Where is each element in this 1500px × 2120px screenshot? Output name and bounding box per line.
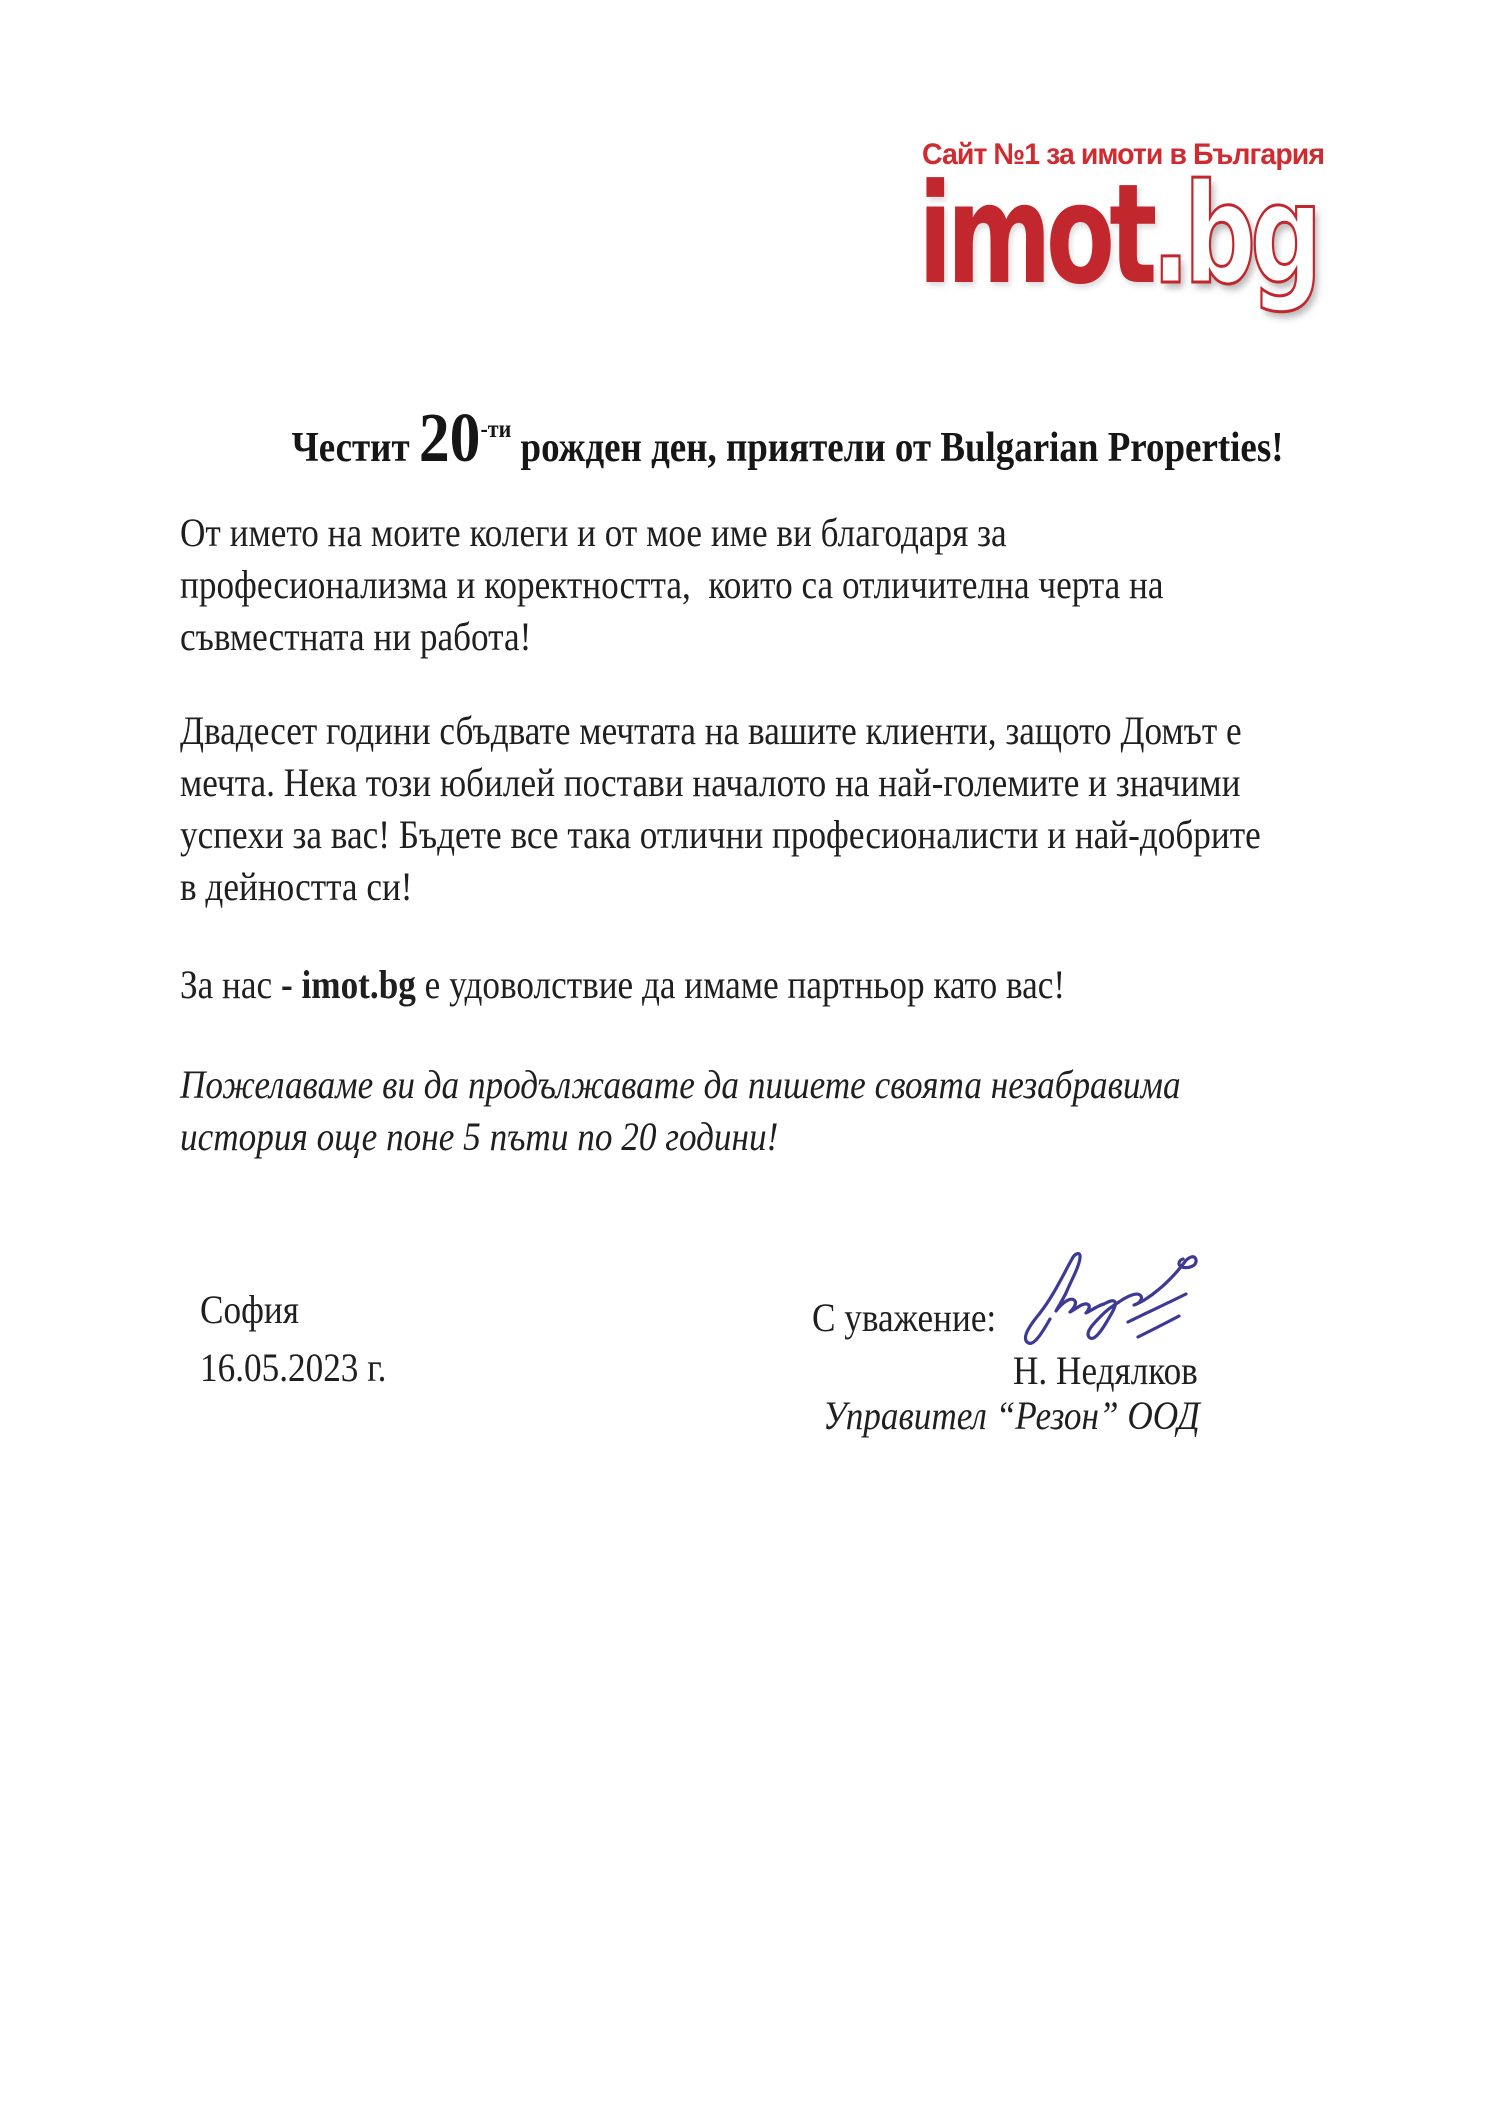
letter-body [180, 507, 1350, 1163]
footer-date: 16.05.2023 г. [200, 1345, 387, 1390]
paragraph-partner [180, 959, 1350, 1011]
paragraph-line: Двадесет години сбъдвате мечтата на вашите клиенти, защото Домът е [180, 708, 1242, 753]
footer-city: София [200, 1287, 299, 1332]
signer-role: Управител “Резон” ООД [823, 1393, 1200, 1438]
signature-scrawl [1020, 1246, 1200, 1358]
paragraph-line: в дейността си! [180, 864, 413, 909]
partner-text-start: За нас [180, 962, 281, 1007]
paragraph-wish-italic [180, 1059, 1350, 1163]
paragraph-line: успехи за вас! Бъдете все така отлични професионалисти и най-добрите [180, 812, 1261, 857]
paragraph-line: история още поне 5 пъти по 20 години! [180, 1114, 779, 1159]
title-superscript: -ти [480, 416, 512, 443]
paragraph-line: съвместната ни работа! [180, 614, 532, 659]
footer-salutation: С уважение: [812, 1295, 997, 1340]
partner-brand-bold: - imot.bg [280, 962, 416, 1007]
letter-title [30, 388, 1500, 490]
signer-name: Н. Недялков [1013, 1348, 1198, 1393]
logo-wordmark-solid: imot [918, 154, 1152, 315]
paragraph-line [180, 959, 1350, 1011]
paragraph-anniversary [180, 705, 1350, 913]
paragraph-line: мечта. Нека този юбилей постави началото на най-големите и значими [180, 760, 1241, 805]
paragraph-line: От името на моите колеги и от мое име ви благодаря за [180, 510, 1007, 555]
paragraph-thanks [180, 507, 1350, 663]
logo-tagline: Сайт №1 за имоти в България [922, 138, 1325, 171]
paragraph-line: Пожелаваме ви да продължавате да пишете своята незабравима [180, 1062, 1181, 1107]
paragraph-line: професионализма и коректността, които са отличителна черта на [180, 562, 1164, 607]
partner-text-end: е удоволствие да имаме партньор като вас! [415, 962, 1066, 1007]
title-prefix: Честит [292, 425, 420, 471]
title-rest: рожден ден, приятели от Bulgarian Properties! [511, 425, 1284, 471]
letter-title-inner [292, 400, 1284, 477]
title-big-number: 20 [419, 400, 481, 477]
logo-wordmark-outline: .bg [1151, 154, 1317, 315]
